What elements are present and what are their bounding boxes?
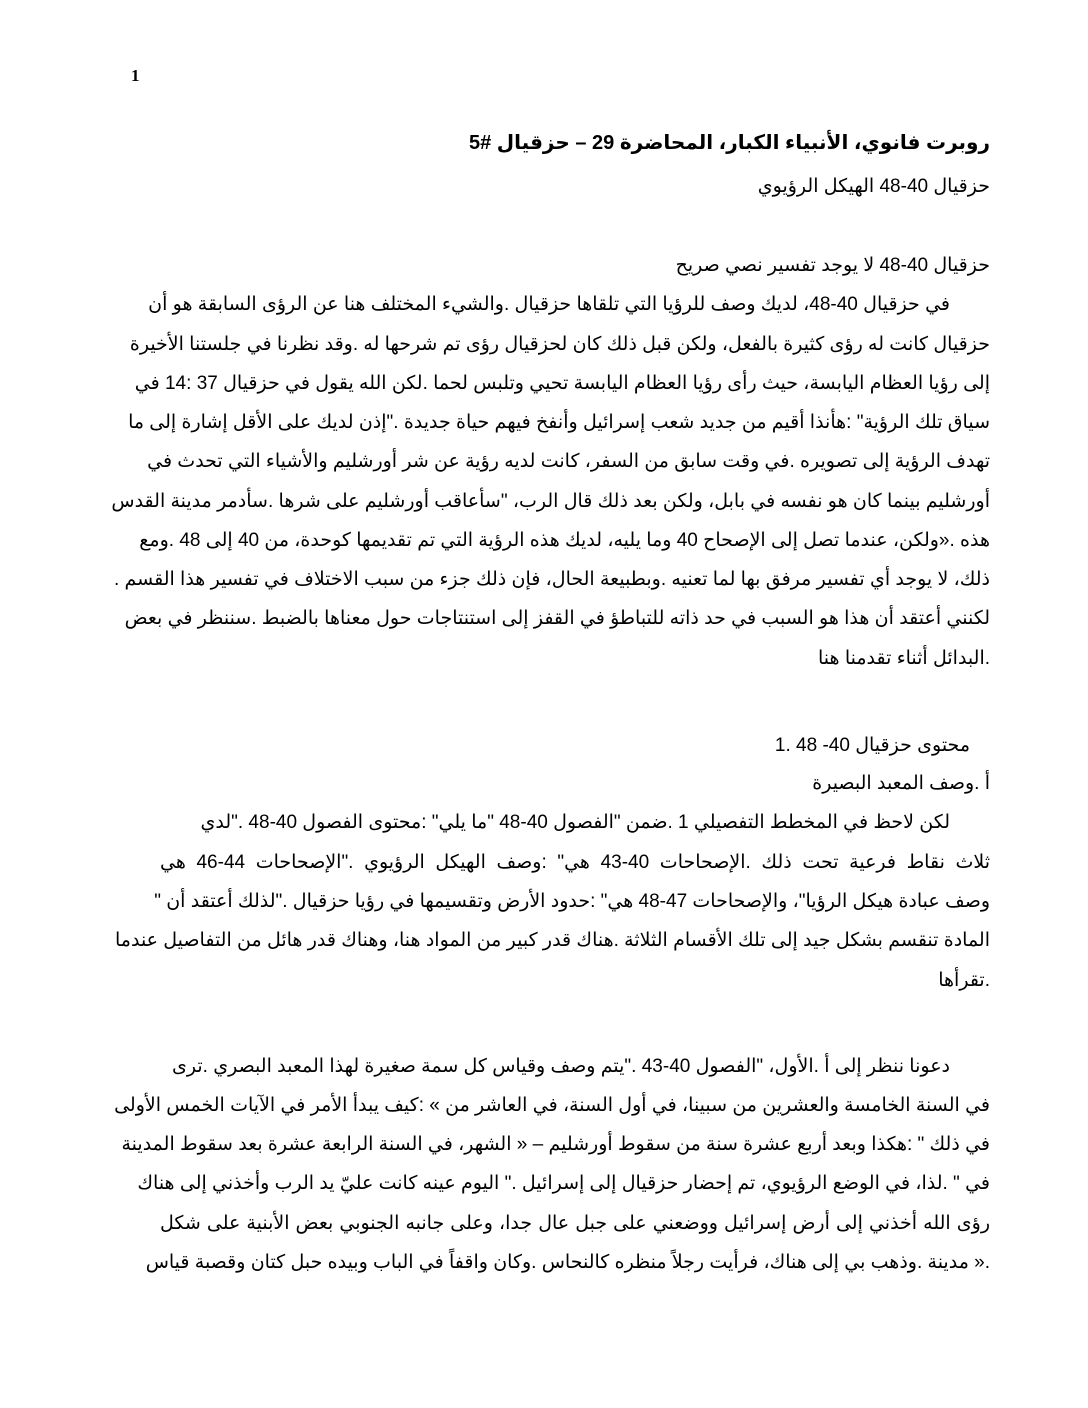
paragraph-line: لكن لاحظ في المخطط التفصيلي 1 .ضمن "الفصول 40-48 "ما يلي" :محتوى الفصول 40-48 ."لدي [200,812,950,833]
paragraph-line: رؤى الله أخذني إلى أرض إسرائيل ووضعني على جبل عال جدا، وعلى جانبه الجنوبي بعض الأبنية على شكل [160,1213,990,1234]
paragraph-line: .« مدينة .وذهب بي إلى هناك، فرأيت رجلاً منظره كالنحاس .وكان واقفاً في الباب وبيده حبل كتان وقصبة قياس [145,1252,990,1273]
section-heading: محتوى حزقيال 40- 48 .1 [774,735,970,756]
paragraph-line: دعونا ننظر إلى أ .الأول، "الفصول 40-43 ."يتم وصف وقياس كل سمة صغيرة لهذا المعبد البصري .ترى [172,1056,950,1077]
paragraph-line: تهدف الرؤية إلى تصويره .في وقت سابق من السفر، كانت لديه رؤية عن شر أورشليم والأشياء التي تحدث في [147,451,990,472]
paragraph-line: المادة تنقسم بشكل جيد إلى تلك الأقسام الثلاثة .هناك قدر كبير من المواد هنا، وهناك قدر هائل من التفاصيل عندما [115,930,990,951]
paragraph-line: في ذلك " :هكذا وبعد أربع عشرة سنة من سقوط أورشليم – « الشهر، في السنة الرابعة عشرة بعد سقوط المدينة [121,1134,990,1155]
paragraph-line: لكنني أعتقد أن هذا هو السبب في حد ذاته للتباطؤ في القفز إلى استنتاجات حول معناها بالضبط .سننظر في بعض [124,608,990,629]
paragraph-line: وصف عبادة هيكل الرؤيا"، والإصحاحات 47-48 هي" :حدود الأرض وتقسيمها في رؤيا حزقيال ."لذلك أعتقد أن " [154,891,990,912]
paragraph-line: في حزقيال 40-48، لديك وصف للرؤيا التي تلقاها حزقيال .والشيء المختلف هنا عن الرؤى السابقة هو أن [148,294,950,315]
document-subtitle: حزقيال 40-48 الهيكل الرؤيوي [757,176,990,197]
paragraph-line: .البدائل أثناء تقدمنا هنا [818,648,990,669]
paragraph-line: إلى رؤيا العظام اليابسة، حيث رأى رؤيا العظام اليابسة تحيي وتلبس لحما .لكن الله يقول في حزقيال 37 :14 في [134,373,990,394]
paragraph-line: سياق تلك الرؤية" :هأنذا أقيم من جديد شعب إسرائيل وأنفخ فيهم حياة جديدة ."إذن لديك على الأقل إشارة إلى ما [128,412,990,433]
paragraph-line: ذلك، لا يوجد أي تفسير مرفق بها لما تعنيه .وبطبيعة الحال، فإن ذلك جزء من سبب الاختلاف في تفسير هذا القسم . [113,569,990,590]
section-heading: حزقيال 40-48 لا يوجد تفسير نصي صريح [675,255,990,276]
paragraph-line: .تقرأها [938,970,990,991]
paragraph-line: حزقيال كانت له رؤى كثيرة بالفعل، ولكن قبل ذلك كان لحزقيال رؤى تم شرحها له .وقد نظرنا في جلستنا الأخيرة [129,334,990,355]
paragraph-line: أورشليم بينما كان هو نفسه في بابل، ولكن بعد ذلك قال الرب، "سأعاقب أورشليم على شرها .سأدمر مدينة القدس [111,491,990,512]
paragraph-line: ثلاث نقاط فرعية تحت ذلك .الإصحاحات 40-43 هي" :وصف الهيكل الرؤيوي ."الإصحاحات 44-46 هي [160,852,990,873]
document-body [111,0,990,1408]
document-title: روبرت فانوي، الأنبياء الكبار، المحاضرة 29 – حزقيال #5 [468,132,990,154]
paragraph-line: في السنة الخامسة والعشرين من سبينا، في أول السنة، في العاشر من » :كيف يبدأ الأمر في الآيات الخمس الأولى [114,1095,990,1116]
section-subheading: أ .وصف المعبد البصيرة [812,773,990,794]
paragraph-line: هذه .«ولكن، عندما تصل إلى الإصحاح 40 وما يليه، لديك هذه الرؤية التي تم تقديمها كوحدة، من 40 إلى 48 .ومع [139,530,990,551]
paragraph-line: في " .لذا، في الوضع الرؤيوي، تم إحضار حزقيال إلى إسرائيل ." اليوم عينه كانت عليّ يد الرب وأخذني إلى هناك [137,1173,990,1194]
page-number: 1 [131,66,140,85]
